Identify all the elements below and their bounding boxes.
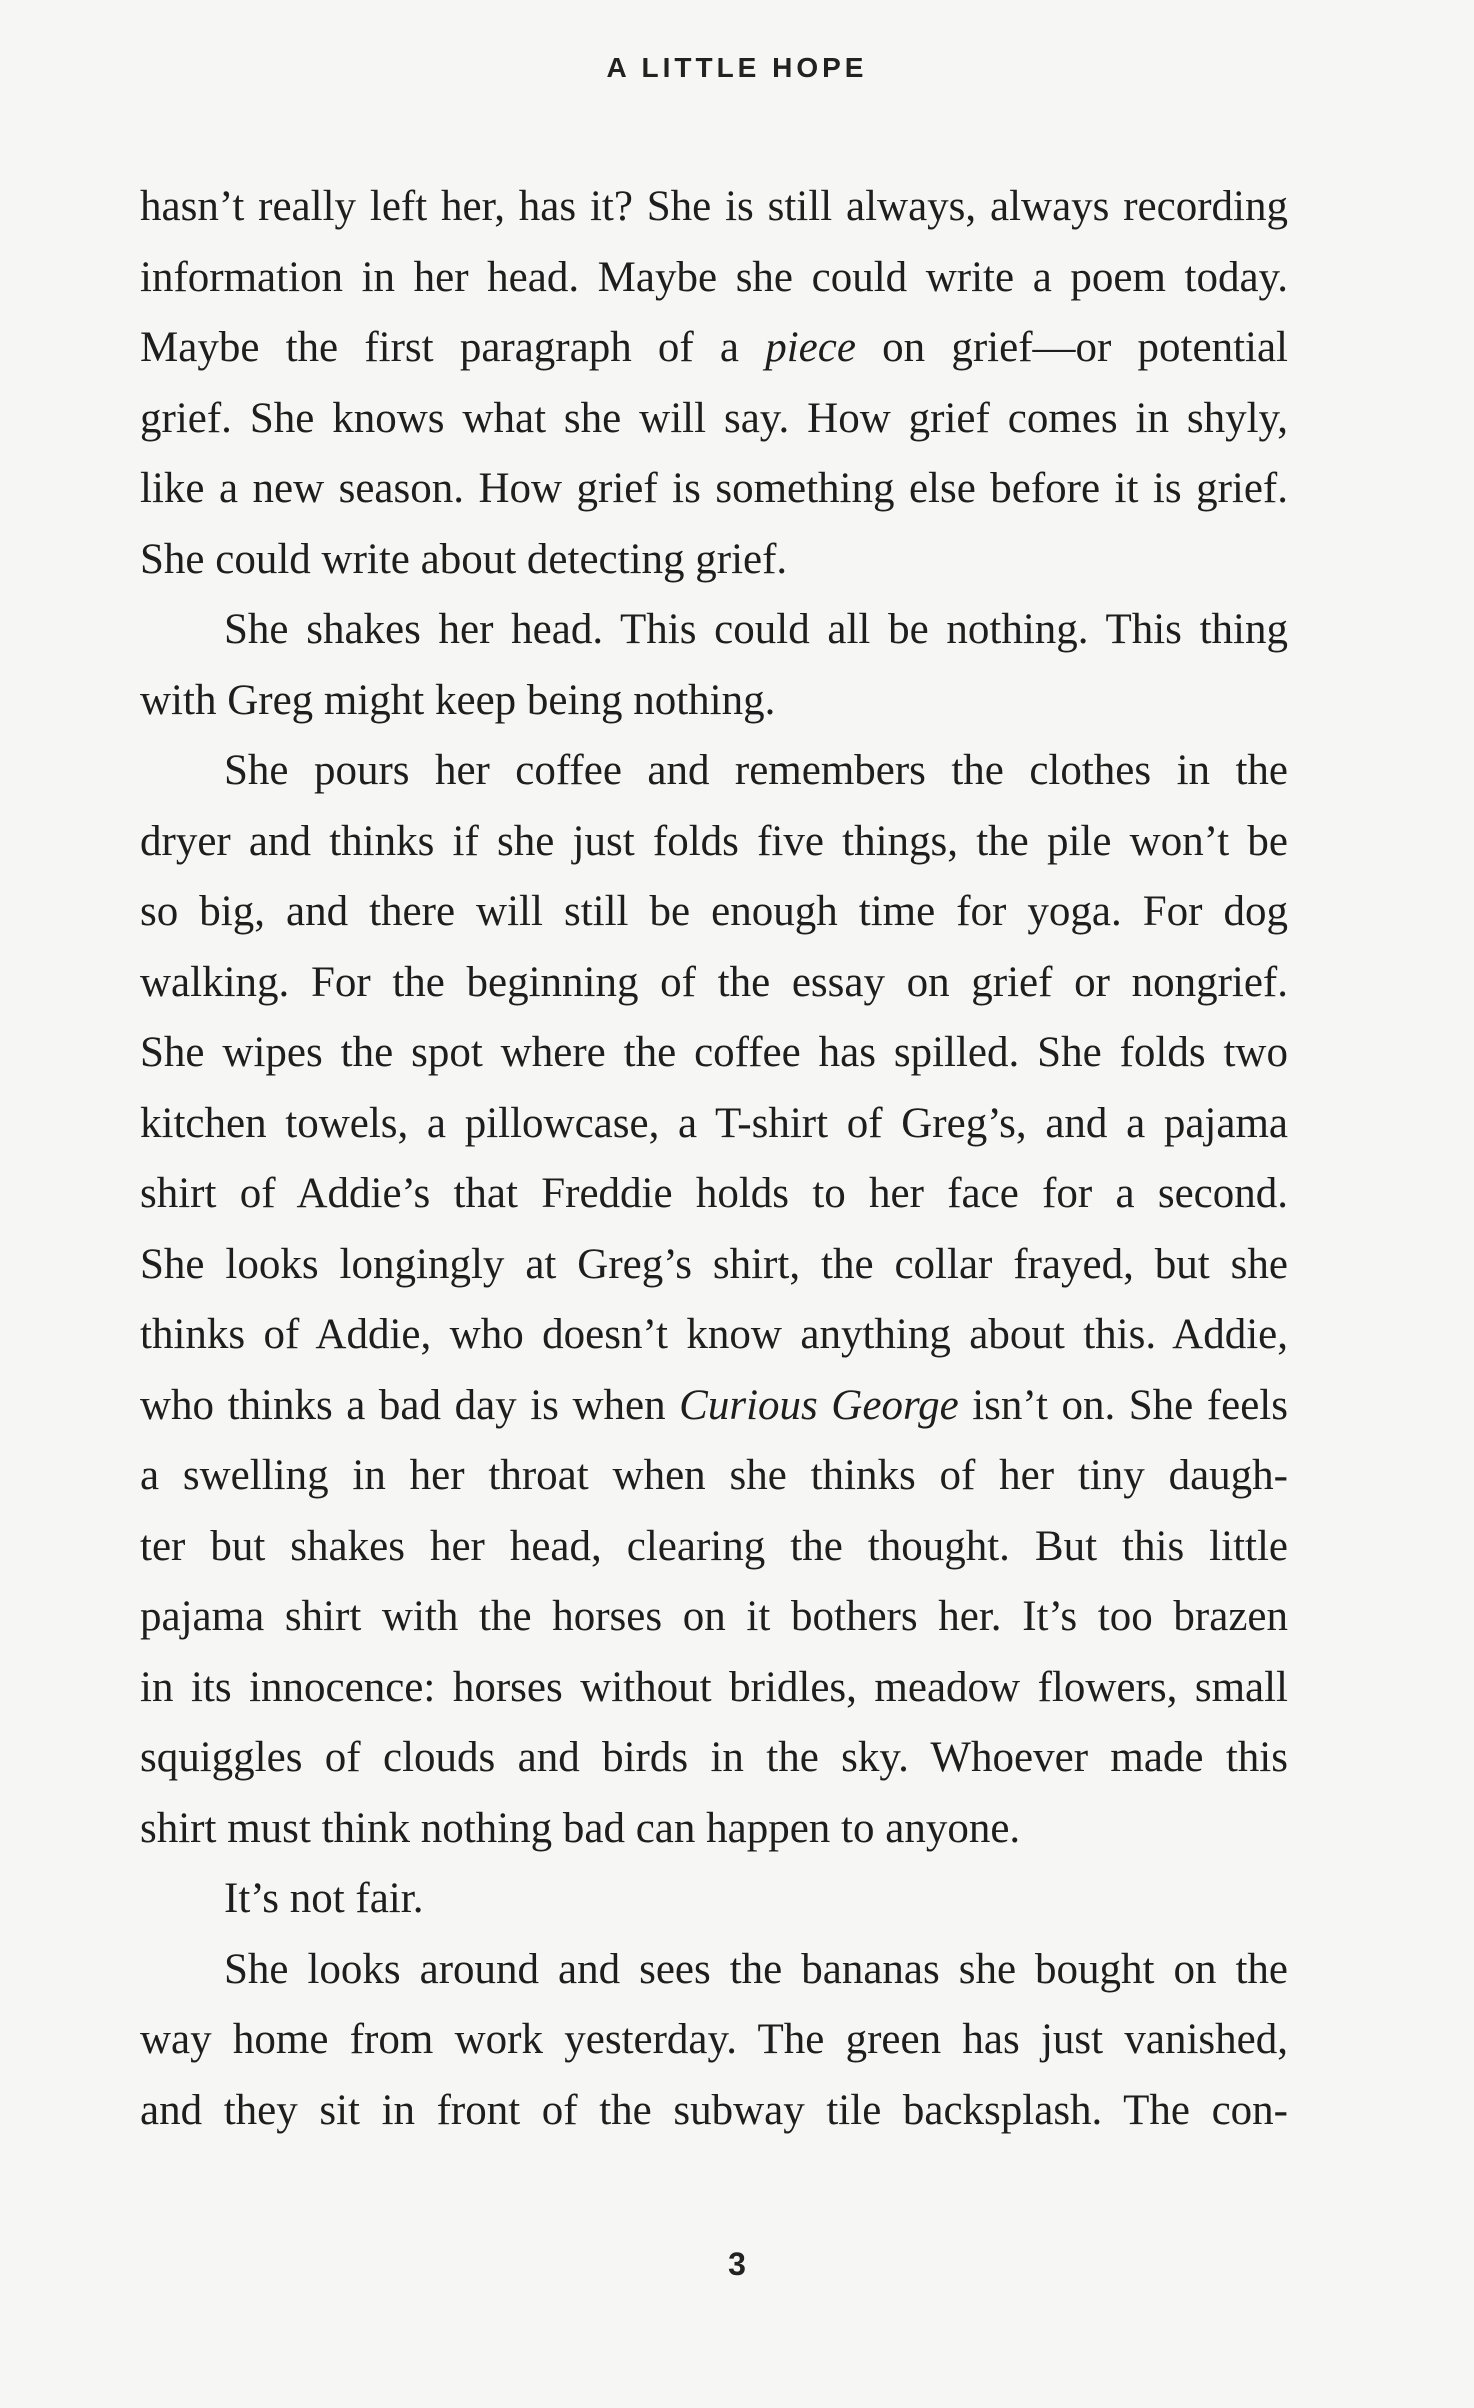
text-line: and they sit in front of the subway tile backsplash. The con- (140, 2086, 1288, 2134)
text-line: thinks of Addie, who doesn’t know anything about this. Addie, (140, 1311, 1288, 1358)
text-line: pajama shirt with the horses on it bothers her. It’s too brazen (140, 1593, 1288, 1640)
text-line: shirt must think nothing bad can happen to anyone. (140, 1804, 1021, 1852)
text-line: information in her head. Maybe she could write a poem today. (140, 253, 1288, 301)
body-text (140, 172, 1288, 2146)
text-line: shirt of Addie’s that Freddie holds to her face for a second. (140, 1170, 1288, 1217)
page-number: 3 (728, 2246, 746, 2282)
text-line: in its innocence: horses without bridles, meadow flowers, small (140, 1663, 1288, 1711)
text-line: She looks longingly at Greg’s shirt, the collar frayed, but she (140, 1240, 1288, 1288)
text-line: She shakes her head. This could all be nothing. This thing (224, 606, 1288, 653)
text-line: with Greg might keep being nothing. (140, 676, 776, 724)
text-line: She pours her coffee and remembers the clothes in the (224, 747, 1288, 794)
running-head: A LITTLE HOPE (606, 52, 868, 83)
text-line: a swelling in her throat when she thinks of her tiny daugh- (140, 1452, 1288, 1499)
text-line: way home from work yesterday. The green has just vanished, (140, 2016, 1288, 2063)
text-line: kitchen towels, a pillowcase, a T-shirt of Greg’s, and a pajama (140, 1099, 1288, 1147)
text-line: like a new season. How grief is something else before it is grief. (140, 465, 1288, 512)
text-line: grief. She knows what she will say. How grief comes in shyly, (140, 394, 1288, 442)
text-line: She looks around and sees the bananas she bought on the (224, 1945, 1288, 1993)
text-line: Maybe the first paragraph of a piece on grief—or potential (140, 324, 1288, 371)
text-line: so big, and there will still be enough time for yoga. For dog (140, 888, 1288, 935)
text-line: hasn’t really left her, has it? She is still always, always recording (140, 183, 1288, 230)
text-line: who thinks a bad day is when Curious George isn’t on. She feels (140, 1381, 1288, 1429)
text-line: walking. For the beginning of the essay on grief or nongrief. (140, 958, 1288, 1006)
text-line: She could write about detecting grief. (140, 535, 788, 583)
text-line: squiggles of clouds and birds in the sky. Whoever made this (140, 1734, 1288, 1781)
text-line: dryer and thinks if she just folds five things, the pile won’t be (140, 817, 1288, 865)
text-line: It’s not fair. (224, 1875, 424, 1922)
text-line: She wipes the spot where the coffee has spilled. She folds two (140, 1029, 1288, 1076)
text-line: ter but shakes her head, clearing the thought. But this little (140, 1522, 1288, 1570)
